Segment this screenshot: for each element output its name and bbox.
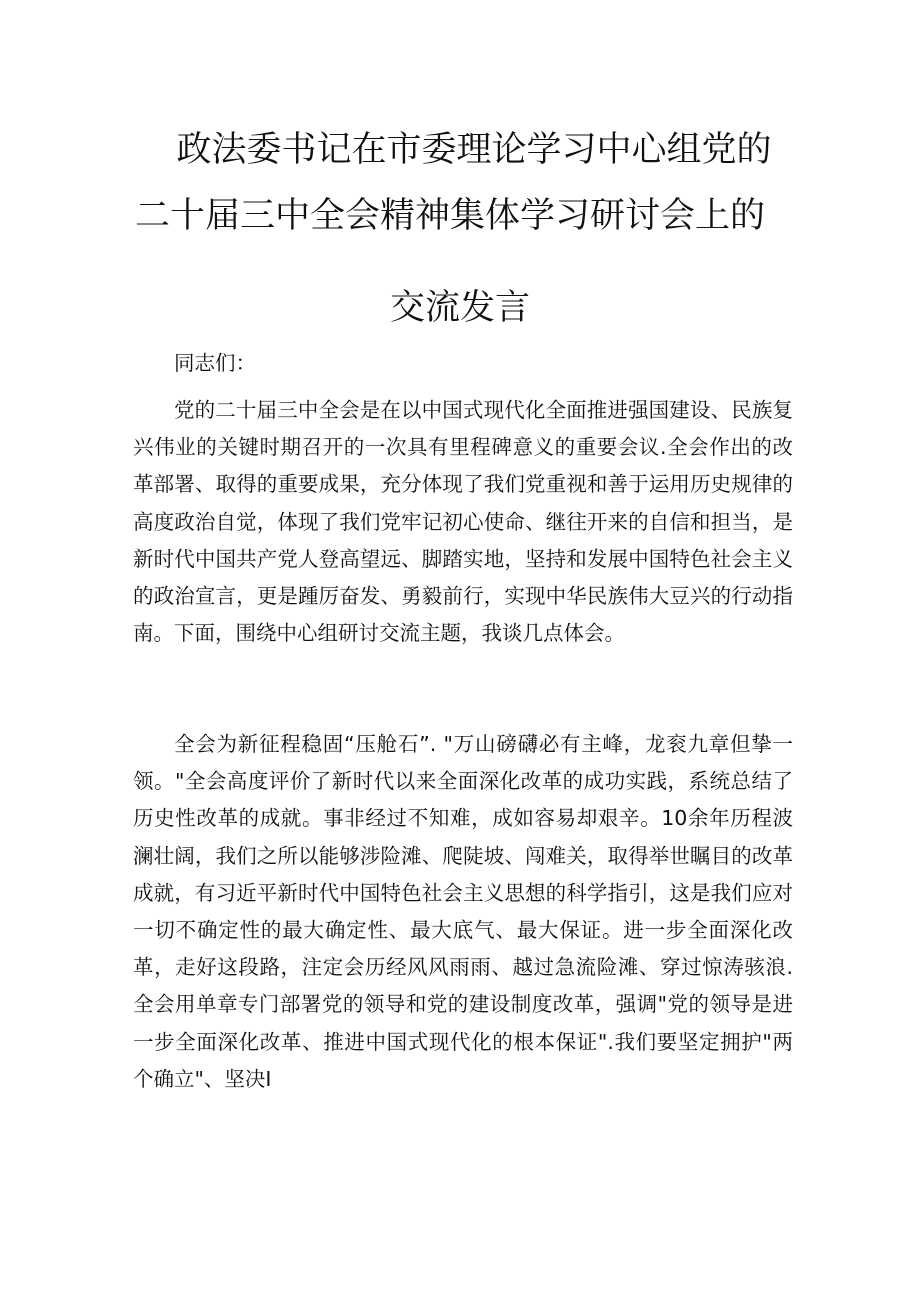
salutation: 同志们： <box>174 351 256 375</box>
document-title-line-2: 二十届三中全会精神集体学习研讨会上的 <box>134 196 765 236</box>
body-paragraph-1: 党的二十届三中全会是在以中国式现代化全面推进强国建设、民族复兴伟业的关键时期召开的一次具有里程碑意义的重要会议.全会作出的改革部署、取得的重要成果，充分体现了我们党重视和善于运用历史规律的高度政治自觉，体现了我们党牢记初心使命、继往开来的自信和担当，是新时代中国共产党人登高望远、脚踏实地，坚持和发展中国特色社会主义的政治宣言，更是踵厉奋发、勇毅前行，实现中华民族伟大豆兴的行动指南。下面，围绕中心组研讨交流主题，我谈几点体会。 <box>133 398 793 646</box>
body-paragraph-2: 全会为新征程稳固“压舱石”. "万山磅礴必有主峰，龙衮九章但挚一领。"全会高度评价了新时代以来全面深化改革的成功实践，系统总结了历史性改革的成就。事非经过不知难，成如容易却艰辛。10余年历程波澜壮阔，我们之所以能够涉险滩、爬陡坡、闯难关，取得举世瞩目的改革成就，有习近平新时代中国特色社会主义思想的科学指引，这是我们应对一切不确定性的最大确定性、最大底气、最大保证。进一步全面深化改革，走好这段路，注定会历经风风雨雨、越过急流险滩、穿过惊涛骇浪.全会用单章专门部署党的领导和党的建设制度改革，强调"党的领导是进一步全面深化改革、推进中国式现代化的根本保证".我们要坚定拥护"两个确立"、坚决I <box>133 732 793 1091</box>
document-title-line-1: 政法委书记在市委理论学习中心组党的 <box>176 130 772 170</box>
document-title-line-3: 交流发言 <box>389 288 530 328</box>
